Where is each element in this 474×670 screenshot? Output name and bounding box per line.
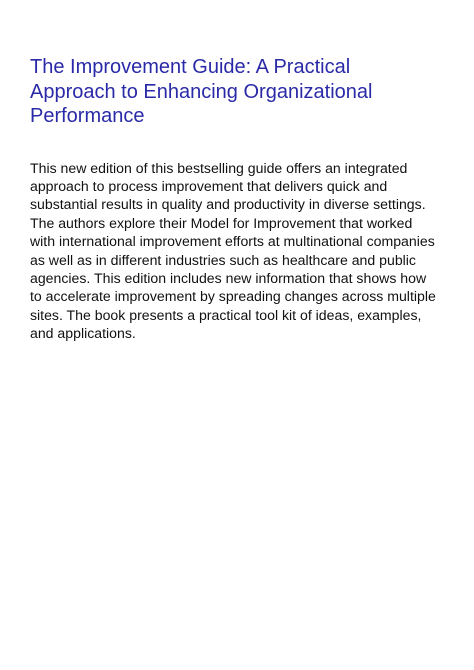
document-title: The Improvement Guide: A Practical Approach to Enhancing Organizational Performance xyxy=(30,56,373,127)
document-description: This new edition of this bestselling guide offers an integrated approach to process improvement that delivers quick and substantial results in quality and productivity in diverse settings. The authors explore their Model for Improvement that worked with international improvement efforts at multinational companies as well as in different industries such as healthcare and public agencies. This edition includes new information that shows how to accelerate improvement by spreading changes across multiple sites. The book presents a practical tool kit of ideas, examples, and applications. xyxy=(30,159,436,342)
